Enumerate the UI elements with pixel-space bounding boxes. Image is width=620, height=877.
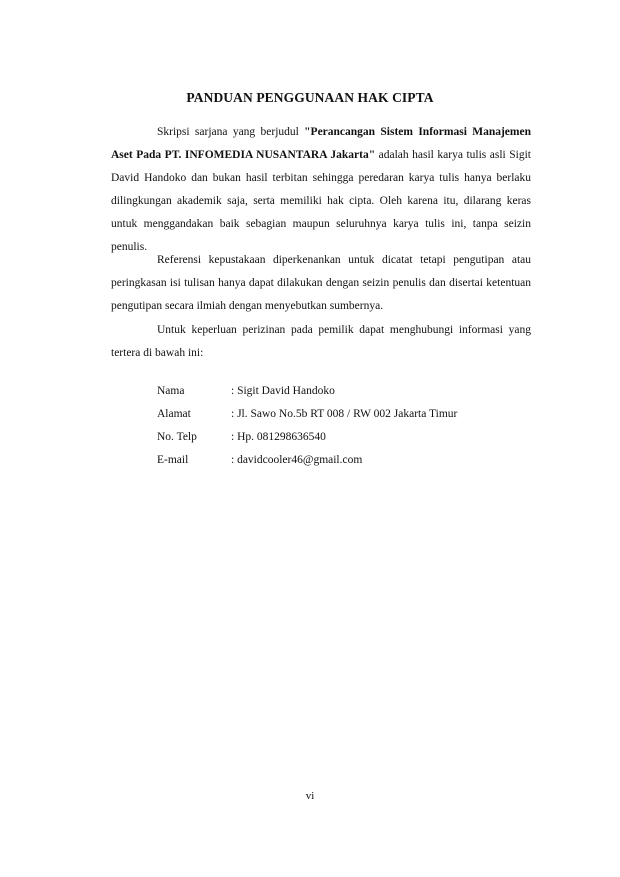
contact-row-email xyxy=(157,449,457,472)
paragraph-intro-text: Skripsi sarjana yang berjudul xyxy=(157,126,305,138)
contact-label-name: Nama xyxy=(157,385,185,397)
contact-label-phone: No. Telp xyxy=(157,431,197,443)
page-title: PANDUAN PENGGUNAAN HAK CIPTA xyxy=(186,90,434,105)
paragraph-copyright-statement xyxy=(111,121,531,259)
paragraph-reference-policy xyxy=(111,249,531,318)
page-number: vi xyxy=(305,790,315,802)
contact-value-name: : Sigit David Handoko xyxy=(231,385,335,397)
contact-row-name xyxy=(157,380,457,403)
contact-value-phone: : Hp. 081298636540 xyxy=(231,431,326,443)
contact-label-email: E-mail xyxy=(157,454,189,466)
reference-policy-text: Referensi kepustakaan diperkenankan untuk dicatat tetapi pengutipan atau peringkasan isi tulisan hanya dapat dilakukan dengan seizin penulis dan disertai ketentuan pengutipan secara ilmiah dengan menyebutkan sumbernya. xyxy=(111,254,531,312)
contact-row-phone xyxy=(157,426,457,449)
thesis-title: "Perancangan Sistem Informasi Manajemen Aset Pada PT. INFOMEDIA NUSANTARA Jakarta" xyxy=(111,126,531,161)
paragraph-rest-text: adalah hasil karya tulis asli Sigit David Handoko dan bukan hasil terbitan sehingga peredaran karya tulis hanya berlaku dilingkungan akademik saja, serta memiliki hak cipta. Oleh karena itu, dilarang keras untuk menggandakan baik sebagian maupun seluruhnya karya tulis ini, tanpa seizin penulis. xyxy=(111,149,531,253)
paragraph-contact-intro xyxy=(111,319,531,365)
contact-value-email: : davidcooler46@gmail.com xyxy=(231,454,363,466)
contact-value-address: : Jl. Sawo No.5b RT 008 / RW 002 Jakarta Timur xyxy=(231,408,458,420)
contact-intro-text: Untuk keperluan perizinan pada pemilik dapat menghubungi informasi yang tertera di bawah ini: xyxy=(111,324,531,359)
contact-row-address xyxy=(157,403,457,426)
contact-label-address: Alamat xyxy=(157,408,191,420)
contact-info xyxy=(157,380,457,472)
